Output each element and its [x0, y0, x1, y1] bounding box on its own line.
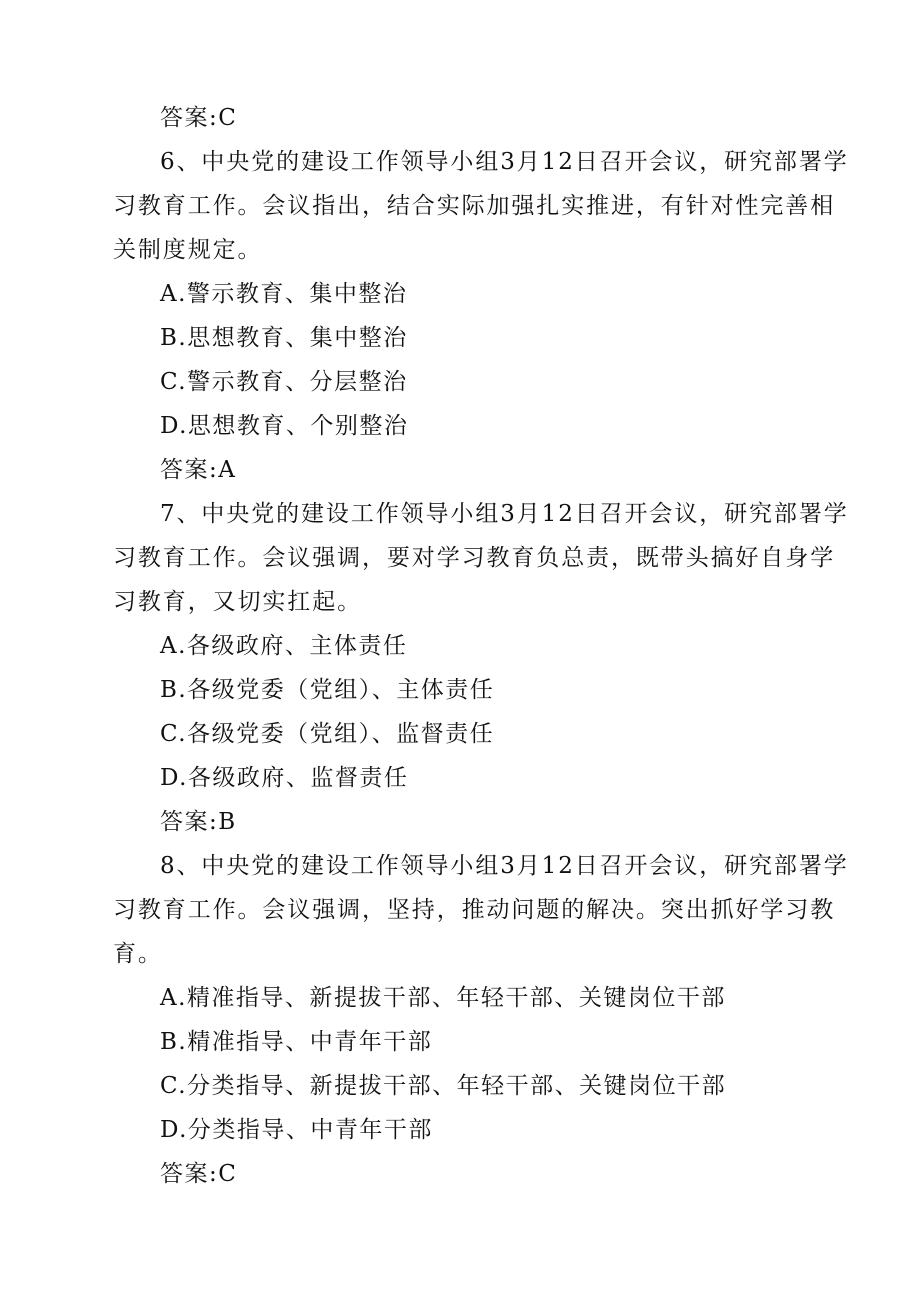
question-7-line-2: 习教育工作。会议强调，要对学习教育负总责，既带头搞好自身学: [113, 545, 836, 571]
answer-line: 答案:C: [160, 105, 238, 131]
question-6-line-1: 6、中央党的建设工作领导小组3月12日召开会议，研究部署学: [160, 149, 849, 175]
quiz-content: [113, 96, 849, 1196]
option-a: A.警示教育、集中整治: [160, 281, 408, 307]
question-8-line-1: 8、中央党的建设工作领导小组3月12日召开会议，研究部署学: [160, 853, 849, 879]
question-6-line-3: 关制度规定。: [113, 237, 263, 263]
question-7-line-3: 习教育，又切实扛起。: [113, 589, 362, 615]
option-d: D.各级政府、监督责任: [160, 765, 409, 791]
question-6-line-2: 习教育工作。会议指出，结合实际加强扎实推进，有针对性完善相: [113, 193, 836, 219]
answer-line: 答案:B: [160, 809, 237, 835]
answer-line: 答案:C: [160, 1161, 238, 1187]
option-a: A.精准指导、新提拔干部、年轻干部、关键岗位干部: [160, 985, 726, 1011]
option-b: B.思想教育、集中整治: [160, 325, 408, 351]
answer-line: 答案:A: [160, 457, 237, 483]
option-d: D.思想教育、个别整治: [160, 413, 409, 439]
question-8-line-2: 习教育工作。会议强调，坚持，推动问题的解决。突出抓好学习教: [113, 897, 836, 923]
question-7-line-1: 7、中央党的建设工作领导小组3月12日召开会议，研究部署学: [160, 501, 849, 527]
option-b: B.各级党委（党组）、主体责任: [160, 677, 495, 703]
question-8-line-3: 育。: [113, 941, 163, 967]
option-c: C.分类指导、新提拔干部、年轻干部、关键岗位干部: [160, 1073, 727, 1099]
option-c: C.各级党委（党组）、监督责任: [160, 721, 495, 747]
option-a: A.各级政府、主体责任: [160, 633, 408, 659]
option-d: D.分类指导、中青年干部: [160, 1117, 433, 1143]
option-c: C.警示教育、分层整治: [160, 369, 408, 395]
option-b: B.精准指导、中青年干部: [160, 1029, 433, 1055]
